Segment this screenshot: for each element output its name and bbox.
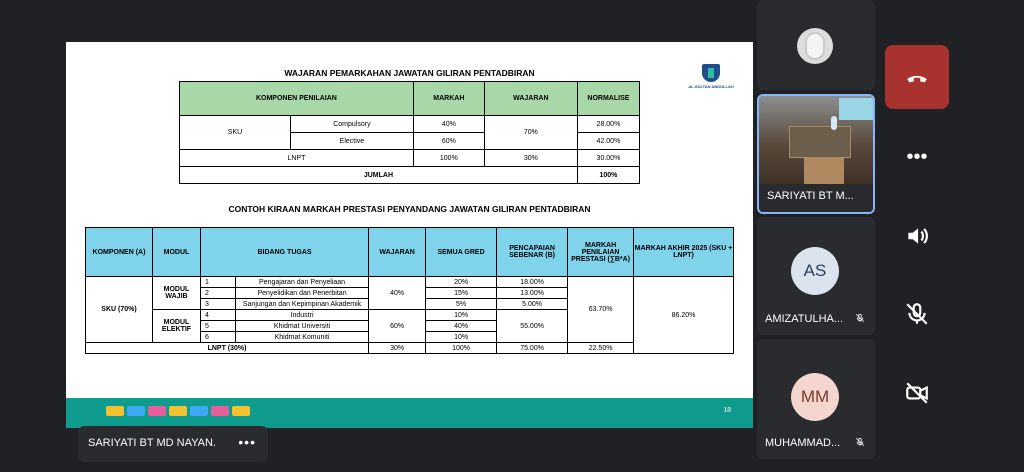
row-task: Penyelidikan dan Penerbitan xyxy=(236,288,369,299)
row-task: Khidmat Universiti xyxy=(236,321,369,332)
lnpt30-gred: 100% xyxy=(426,343,497,354)
row-capai: 18.00% xyxy=(497,277,568,288)
mic-off-icon xyxy=(904,301,930,327)
modul-elektif-cell: MODUL ELEKTIF xyxy=(153,310,201,343)
row-gred: 5% xyxy=(426,299,497,310)
sku-markah: 63.70% xyxy=(568,277,634,343)
row-task: Khidmat Komuniti xyxy=(236,332,369,343)
sku-70-cell: SKU (70%) xyxy=(86,277,153,343)
participant-avatar xyxy=(797,28,833,64)
end-call-button[interactable] xyxy=(885,45,949,109)
th-pencapaian: PENCAPAIAN SEBENAR (B) xyxy=(497,228,568,277)
row-gred: 15% xyxy=(426,288,497,299)
sponsor-logo-icon xyxy=(169,406,187,416)
row-capai: 5.00% xyxy=(497,299,568,310)
elektif-wajaran: 60% xyxy=(369,310,426,343)
participant-name: AMIZATULHA... xyxy=(765,313,844,325)
lnpt-markah: 100% xyxy=(413,150,484,167)
projector-screen xyxy=(839,98,873,120)
lnpt30-markah: 22.50% xyxy=(568,343,634,354)
lnpt-normalise: 30.00% xyxy=(577,150,639,167)
row-no: 3 xyxy=(201,299,236,310)
slide-footer xyxy=(66,398,753,428)
row-no: 6 xyxy=(201,332,236,343)
jumlah-value: 100% xyxy=(577,167,639,184)
lnpt30-capai: 75.00% xyxy=(497,343,568,354)
hang-up-icon xyxy=(904,64,930,90)
camera-feed xyxy=(759,96,873,184)
row-gred: 10% xyxy=(426,332,497,343)
th-wajaran2: WAJARAN xyxy=(369,228,426,277)
slide-subtitle: CONTOH KIRAAN MARKAH PRESTASI PENYANDANG JAWATAN GILIRAN PENTADBIRAN xyxy=(228,204,591,214)
sponsor-logo-icon xyxy=(211,406,229,416)
elective-label: Elective xyxy=(291,133,414,150)
compulsory-label: Compulsory xyxy=(291,116,414,133)
speaker-figure xyxy=(831,116,837,130)
participant-tile[interactable] xyxy=(757,217,875,335)
th-komponen: KOMPONEN PENILAIAN xyxy=(180,82,414,116)
elective-markah: 60% xyxy=(413,133,484,150)
footer-logos xyxy=(106,406,250,416)
camera-off-icon xyxy=(904,380,930,406)
th-semua-gred: SEMUA GRED xyxy=(426,228,497,277)
row-no: 1 xyxy=(201,277,236,288)
sku-cell: SKU xyxy=(180,116,291,150)
elective-normalise: 42.00% xyxy=(577,133,639,150)
sponsor-logo-icon xyxy=(106,406,124,416)
row-gred: 40% xyxy=(426,321,497,332)
sponsor-logo-icon xyxy=(190,406,208,416)
lnpt-wajaran: 30% xyxy=(484,150,577,167)
th-markah-penilaian: MARKAH PENILAIAN PRESTASI (∑B*A) xyxy=(568,228,634,277)
more-options-button[interactable] xyxy=(885,125,949,189)
elektif-capai: 55.00% xyxy=(497,310,568,343)
slide-page-number: 18 xyxy=(723,407,731,414)
th-markah-akhir: MARKAH AKHIR 2025 (SKU + LNPT) xyxy=(634,228,734,277)
th-komponen-a: KOMPONEN (A) xyxy=(86,228,153,277)
lnpt-label: LNPT xyxy=(180,150,414,167)
lnpt30-wajaran: 30% xyxy=(369,343,426,354)
mic-muted-icon xyxy=(855,313,865,325)
participant-tile[interactable] xyxy=(757,0,875,90)
speaker-button[interactable] xyxy=(885,204,949,268)
compulsory-markah: 40% xyxy=(413,116,484,133)
jumlah-label: JUMLAH xyxy=(180,167,578,184)
microphone-toggle-button[interactable] xyxy=(885,282,949,346)
participant-tile-video[interactable] xyxy=(757,94,875,214)
presentation-slide xyxy=(66,42,753,428)
university-shield-icon xyxy=(702,64,720,82)
university-logo xyxy=(686,64,736,100)
presenter-name: SARIYATI BT MD NAYAN. xyxy=(88,437,216,449)
more-icon: ••• xyxy=(906,145,928,168)
more-options-icon[interactable]: ••• xyxy=(238,434,256,450)
participant-name: MUHAMMAD... xyxy=(765,437,841,449)
row-task: Pengajaran dan Penyeliaan xyxy=(236,277,369,288)
compulsory-normalise: 28.00% xyxy=(577,116,639,133)
camera-toggle-button[interactable] xyxy=(885,361,949,425)
row-gred: 20% xyxy=(426,277,497,288)
row-no: 5 xyxy=(201,321,236,332)
sponsor-logo-icon xyxy=(127,406,145,416)
th-bidang-tugas: BIDANG TUGAS xyxy=(201,228,369,277)
th-wajaran: WAJARAN xyxy=(484,82,577,116)
row-no: 2 xyxy=(201,288,236,299)
sponsor-logo-icon xyxy=(232,406,250,416)
participant-avatar: AS xyxy=(791,247,839,295)
logo-text: AL-SULTAN ABDULLAH xyxy=(688,84,734,89)
presenter-name-bar xyxy=(78,426,268,462)
slide-title: WAJARAN PEMARKAHAN JAWATAN GILIRAN PENTADBIRAN xyxy=(284,68,535,78)
th-modul: MODUL xyxy=(153,228,201,277)
stage-backdrop xyxy=(789,126,851,158)
th-markah: MARKAH xyxy=(413,82,484,116)
sku-wajaran: 70% xyxy=(484,116,577,150)
sponsor-logo-icon xyxy=(148,406,166,416)
podium xyxy=(804,158,844,184)
row-task: Sanjungan dan Kepimpinan Akademik xyxy=(236,299,369,310)
th-normalise: NORMALISE xyxy=(577,82,639,116)
modul-wajib-cell: MODUL WAJIB xyxy=(153,277,201,310)
lnpt30-label: LNPT (30%) xyxy=(86,343,369,354)
mic-muted-icon xyxy=(855,437,865,449)
participant-avatar: MM xyxy=(791,373,839,421)
row-gred: 10% xyxy=(426,310,497,321)
row-no: 4 xyxy=(201,310,236,321)
row-capai: 13.00% xyxy=(497,288,568,299)
row-task: Industri xyxy=(236,310,369,321)
weighting-table xyxy=(179,81,640,184)
calculation-table xyxy=(85,227,734,354)
participant-name: SARIYATI BT M... xyxy=(767,190,854,202)
wajib-wajaran: 40% xyxy=(369,277,426,310)
speaker-icon xyxy=(904,223,930,249)
participant-tile[interactable] xyxy=(757,339,875,459)
markah-akhir: 86.20% xyxy=(634,277,734,354)
